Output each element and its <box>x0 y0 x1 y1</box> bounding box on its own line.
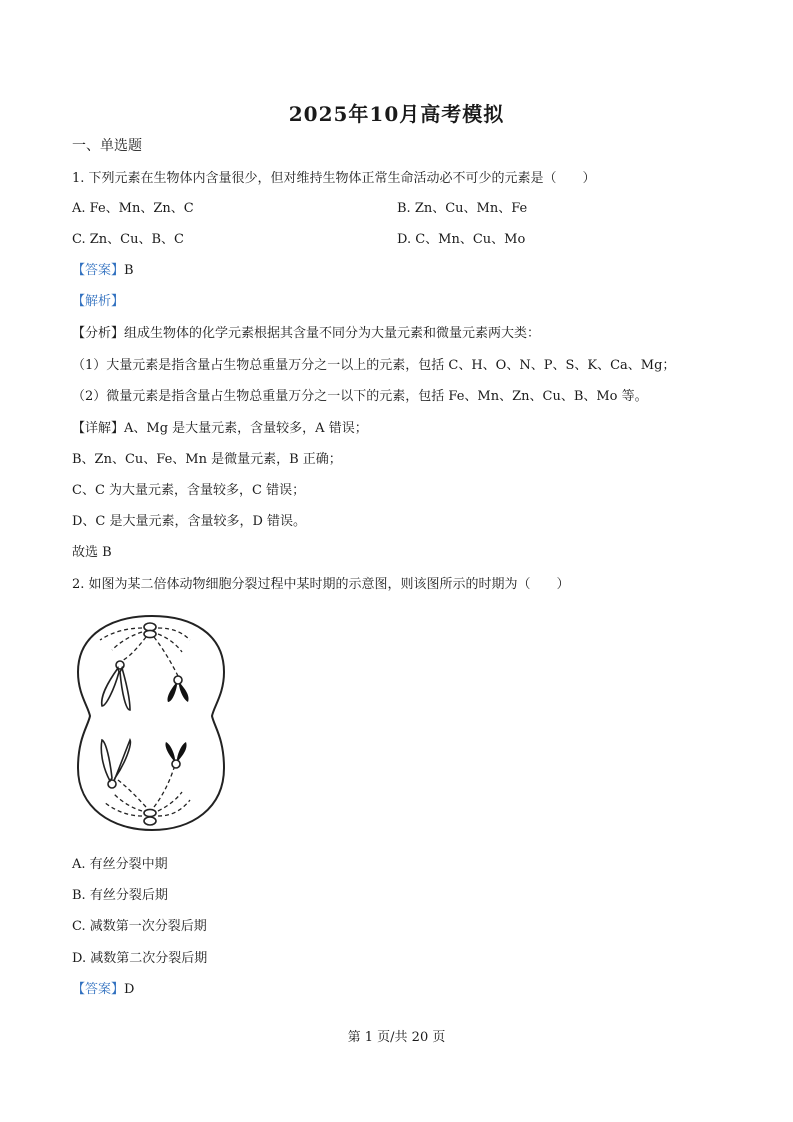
q1-point-2: （2）微量元素是指含量占生物总重量万分之一以下的元素，包括 Fe、Mn、Zn、Cu、B、Mo 等。 <box>72 389 648 404</box>
page-title: 2025年10月高考模拟 <box>288 102 505 126</box>
centriole-bottom <box>144 809 156 816</box>
q1-analysis-label: 【解析】 <box>72 294 125 309</box>
detail-label: 【详解】 <box>72 421 125 436</box>
answer-label: 【答案】 <box>72 982 125 997</box>
cell-membrane <box>78 616 224 830</box>
q1-option-c: C. Zn、Cu、B、C <box>72 232 184 247</box>
q1-stem: 1. 下列元素在生物体内含量很少，但对维持生物体正常生命活动必不可少的元素是（ ） <box>72 171 596 186</box>
section-heading: 一、单选题 <box>72 138 142 154</box>
q1-detail-4: D、C 是大量元素，含量较多，D 错误。 <box>72 514 307 529</box>
q2-option-a: A. 有丝分裂中期 <box>72 857 168 872</box>
q2-option-c: C. 减数第一次分裂后期 <box>72 919 207 934</box>
detail-text: A、Mg 是大量元素，含量较多，A 错误； <box>124 421 368 436</box>
q1-detail-1 <box>72 420 368 438</box>
q1-answer <box>72 262 134 280</box>
q1-option-d: D. C、Mn、Cu、Mo <box>397 232 526 247</box>
answer-value: B <box>124 263 134 278</box>
q1-option-b: B. Zn、Cu、Mn、Fe <box>397 201 528 216</box>
q2-stem: 2. 如图为某二倍体动物细胞分裂过程中某时期的示意图，则该图所示的时期为（ ） <box>72 577 570 592</box>
fenxi-text: 组成生物体的化学元素根据其含量不同分为大量元素和微量元素两大类： <box>124 326 541 341</box>
q2-option-d: D. 减数第二次分裂后期 <box>72 951 208 966</box>
fenxi-label: 【分析】 <box>72 326 125 341</box>
answer-label: 【答案】 <box>72 263 125 278</box>
q2-option-b: B. 有丝分裂后期 <box>72 888 168 903</box>
q1-fenxi <box>72 325 540 343</box>
answer-value: D <box>124 982 135 997</box>
q1-conclusion: 故选 B <box>72 545 112 560</box>
q1-detail-2: B、Zn、Cu、Fe、Mn 是微量元素，B 正确； <box>72 452 342 467</box>
q1-option-a: A. Fe、Mn、Zn、C <box>72 201 194 216</box>
page-footer: 第 1 页/共 20 页 <box>347 1030 446 1045</box>
cell-division-diagram <box>72 610 234 838</box>
q1-detail-3: C、C 为大量元素，含量较多，C 错误； <box>72 483 306 498</box>
q2-answer <box>72 981 134 999</box>
q1-point-1: （1）大量元素是指含量占生物总重量万分之一以上的元素，包括 C、H、O、N、P、S、K、Ca、Mg； <box>72 358 676 373</box>
